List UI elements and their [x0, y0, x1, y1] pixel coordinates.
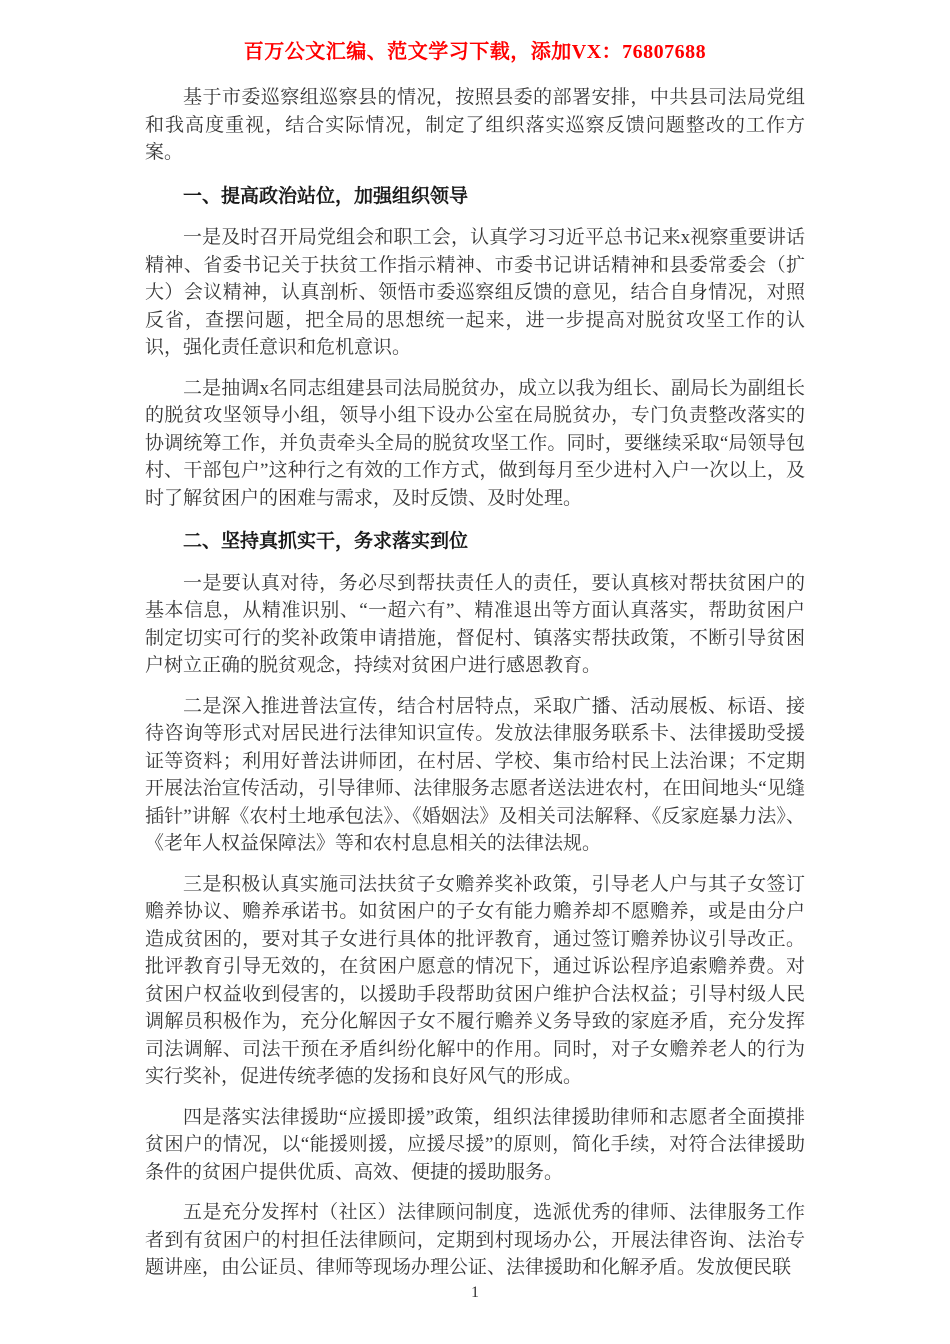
- page-number: 1: [471, 1284, 479, 1301]
- paragraph: 四是落实法律援助“应援即援”政策，组织法律援助律师和志愿者全面摸排贫困户的情况，以“能援则援，应援尽援”的原则，简化手续，对符合法律援助条件的贫困户提供优质、高效、便捷的援助服务。: [145, 1106, 805, 1183]
- header-ad-text: 百万公文汇编、范文学习下载，添加VX：76807688: [243, 41, 707, 63]
- paragraph: 二是抽调x名同志组建县司法局脱贫办，成立以我为组长、副局长为副组长的脱贫攻坚领导小组，领导小组下设办公室在局脱贫办，专门负责整改落实的协调统筹工作，并负责牵头全局的脱贫攻坚工作。同时，要继续采取“局领导包村、干部包户”这种行之有效的工作方式，做到每月至少进村入户一次以上，及时了解贫困户的困难与需求，及时反馈、及时处理。: [145, 377, 805, 509]
- paragraph: 一是要认真对待，务必尽到帮扶责任人的责任，要认真核对帮扶贫困户的基本信息，从精准识别、“一超六有”、精准退出等方面认真落实，帮助贫困户制定切实可行的奖补政策申请措施，督促村、镇落实帮扶政策，不断引导贫困户树立正确的脱贫观念，持续对贫困户进行感恩教育。: [145, 572, 805, 676]
- paragraph: 一是及时召开局党组会和职工会，认真学习习近平总书记来x视察重要讲话精神、省委书记关于扶贫工作指示精神、市委书记讲话精神和县委常委会（扩大）会议精神，认真剖析、领悟市委巡察组反馈的意见，结合自身情况，对照反省，查摆问题，把全局的思想统一起来，进一步提高对脱贫攻坚工作的认识，强化责任意识和危机意识。: [145, 227, 805, 358]
- paragraph: 二是深入推进普法宣传，结合村居特点，采取广播、活动展板、标语、接待咨询等形式对居民进行法律知识宣传。发放法律服务联系卡、法律援助受援证等资料；利用好普法讲师团，在村居、学校、集市给村民上法治课；不定期开展法治宣传活动，引导律师、法律服务志愿者送法进农村，在田间地头“见缝插针”讲解《农村土地承包法》、《婚姻法》及相关司法解释、《反家庭暴力法》、《老年人权益保障法》等和农村息息相关的法律法规。: [145, 695, 805, 854]
- paragraph: 基于市委巡察组巡察县的情况，按照县委的部署安排，中共县司法局党组和我高度重视，结合实际情况，制定了组织落实巡察反馈问题整改的工作方案。: [145, 87, 805, 163]
- paragraph: 三是积极认真实施司法扶贫子女赡养奖补政策，引导老人户与其子女签订赡养协议、赡养承诺书。如贫困户的子女有能力赡养却不愿赡养，或是由分户造成贫困的，要对其子女进行具体的批评教育，通过签订赡养协议引导改正。批评教育引导无效的，在贫困户愿意的情况下，通过诉讼程序追索赡养费。对贫困户权益收到侵害的，以援助手段帮助贫困户维护合法权益；引导村级人民调解员积极作为，充分化解因子女不履行赡养义务导致的家庭矛盾，充分发挥司法调解、司法干预在矛盾纠纷化解中的作用。同时，对子女赡养老人的行为实行奖补，促进传统孝德的发扬和良好风气的形成。: [145, 873, 805, 1087]
- paragraph: 五是充分发挥村（社区）法律顾问制度，选派优秀的律师、法律服务工作者到有贫困户的村担任法律顾问，定期到村现场办公，开展法律咨询、法治专题讲座，由公证员、律师等现场办理公证、法律援助和化解矛盾。发放便民联: [145, 1202, 805, 1278]
- document-body: [145, 84, 805, 1282]
- section-heading: 一、提高政治站位，加强组织领导: [183, 185, 469, 207]
- section-heading: 二、坚持真抓实干，务求落实到位: [183, 531, 469, 552]
